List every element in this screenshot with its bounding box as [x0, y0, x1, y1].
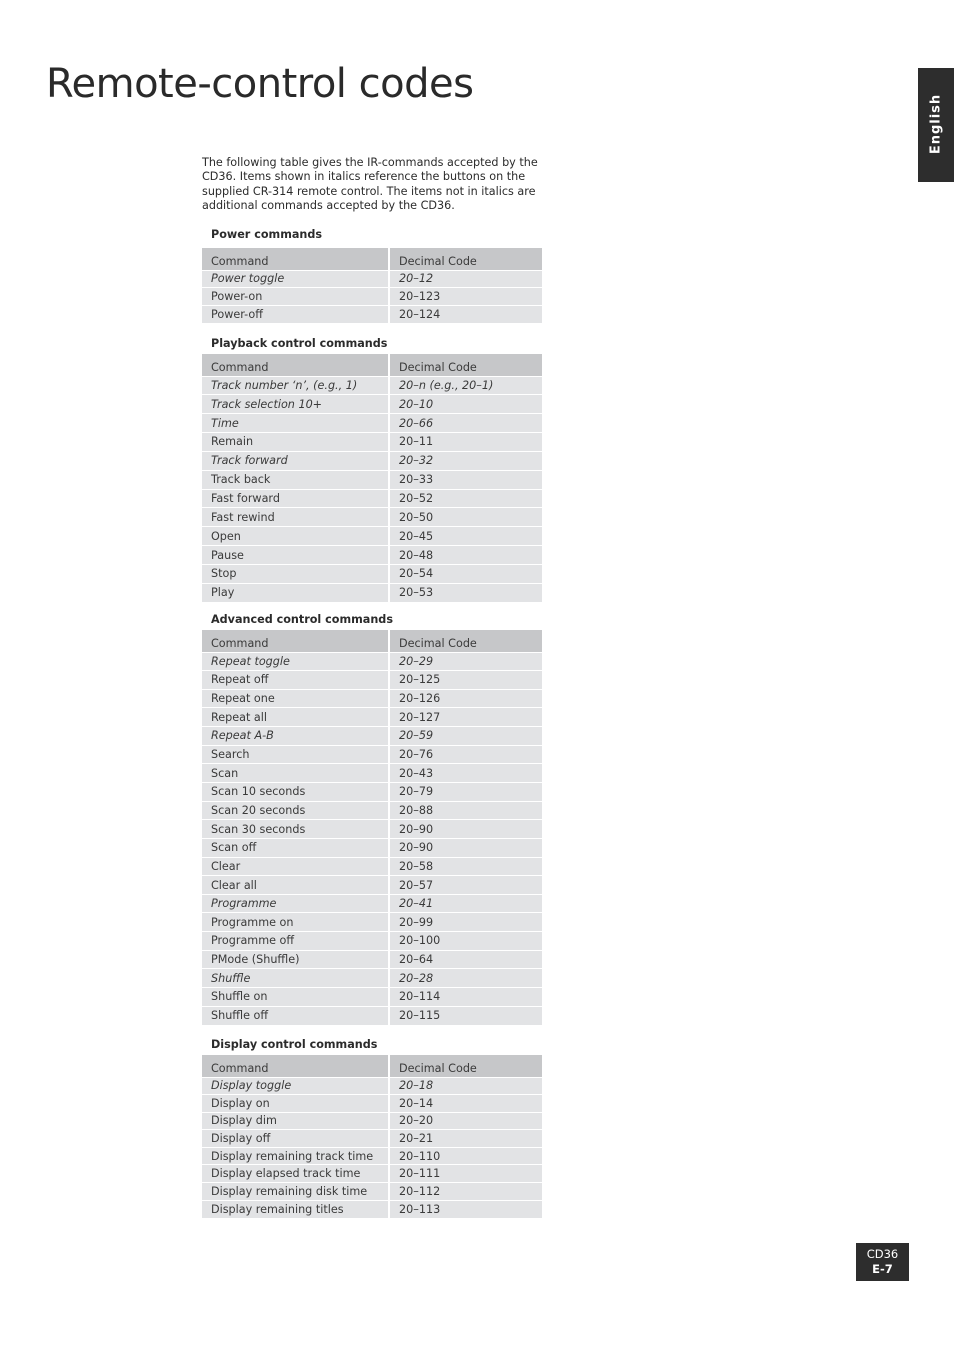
- code-cell: 20–32: [389, 451, 542, 470]
- command-column-header: Command: [202, 630, 389, 652]
- code-cell: 20–41: [389, 894, 542, 913]
- command-cell: Scan off: [202, 838, 389, 857]
- advanced-commands-heading: Advanced control commands: [211, 613, 393, 626]
- command-cell: Play: [202, 583, 389, 602]
- table-row: [202, 782, 542, 801]
- table-row: [202, 1200, 542, 1218]
- code-cell: 20–64: [389, 950, 542, 969]
- table-row: [202, 988, 542, 1007]
- language-tab-label: English: [928, 93, 944, 155]
- code-cell: 20–114: [389, 988, 542, 1007]
- command-cell: Track forward: [202, 451, 389, 470]
- code-column-header: Decimal Code: [389, 1055, 542, 1077]
- table-row: [202, 932, 542, 951]
- code-cell: 20–110: [389, 1147, 542, 1165]
- table-header-row: [202, 354, 542, 376]
- code-cell: 20–76: [389, 745, 542, 764]
- command-cell: Shuffle off: [202, 1006, 389, 1025]
- command-cell: Display remaining titles: [202, 1200, 389, 1218]
- code-cell: 20–52: [389, 489, 542, 508]
- table-row: [202, 1147, 542, 1165]
- table-row: [202, 527, 542, 546]
- code-cell: 20–88: [389, 801, 542, 820]
- command-cell: Display toggle: [202, 1077, 389, 1095]
- command-cell: Repeat off: [202, 671, 389, 690]
- code-cell: 20–29: [389, 652, 542, 671]
- code-cell: 20–14: [389, 1095, 542, 1113]
- code-cell: 20–112: [389, 1183, 542, 1201]
- code-cell: 20–59: [389, 727, 542, 746]
- table-row: [202, 838, 542, 857]
- code-cell: 20–115: [389, 1006, 542, 1025]
- code-column-header: Decimal Code: [389, 630, 542, 652]
- language-tab: [918, 68, 954, 182]
- footer-page-number: E-7: [872, 1262, 893, 1276]
- command-cell: Display elapsed track time: [202, 1165, 389, 1183]
- command-cell: Display on: [202, 1095, 389, 1113]
- table-row: [202, 451, 542, 470]
- code-cell: 20–48: [389, 546, 542, 565]
- code-cell: 20–12: [389, 270, 542, 288]
- table-row: [202, 1165, 542, 1183]
- command-cell: Scan: [202, 764, 389, 783]
- command-cell: Programme: [202, 894, 389, 913]
- code-column-header: Decimal Code: [389, 248, 542, 270]
- command-cell: Clear all: [202, 876, 389, 895]
- command-cell: PMode (Shuffle): [202, 950, 389, 969]
- table-row: [202, 433, 542, 452]
- command-cell: Shuffle on: [202, 988, 389, 1007]
- code-cell: 20–20: [389, 1112, 542, 1130]
- playback-commands-heading: Playback control commands: [211, 337, 388, 350]
- code-cell: 20–123: [389, 288, 542, 306]
- table-row: [202, 376, 542, 395]
- command-cell: Open: [202, 527, 389, 546]
- command-cell: Scan 20 seconds: [202, 801, 389, 820]
- command-cell: Remain: [202, 433, 389, 452]
- table-row: [202, 727, 542, 746]
- command-cell: Power-off: [202, 305, 389, 323]
- command-cell: Fast forward: [202, 489, 389, 508]
- table-row: [202, 508, 542, 527]
- table-row: [202, 470, 542, 489]
- table-row: [202, 1183, 542, 1201]
- code-cell: 20–53: [389, 583, 542, 602]
- command-cell: Time: [202, 414, 389, 433]
- intro-paragraph: The following table gives the IR-commands accepted by the CD36. Items shown in italics reference the buttons on the supplied CR-314 remote control. The items not in italics are additional commands accepted by the CD36.: [202, 156, 538, 213]
- code-cell: 20–n (e.g., 20–1): [389, 376, 542, 395]
- command-cell: Stop: [202, 564, 389, 583]
- table-row: [202, 270, 542, 288]
- power-commands-heading: Power commands: [211, 228, 323, 241]
- command-column-header: Command: [202, 354, 389, 376]
- code-cell: 20–127: [389, 708, 542, 727]
- table-row: [202, 708, 542, 727]
- table-header-row: [202, 248, 542, 270]
- code-cell: 20–10: [389, 395, 542, 414]
- command-cell: Track number ‘n’, (e.g., 1): [202, 376, 389, 395]
- code-cell: 20–66: [389, 414, 542, 433]
- command-cell: Programme on: [202, 913, 389, 932]
- code-cell: 20–57: [389, 876, 542, 895]
- table-row: [202, 745, 542, 764]
- command-cell: Display dim: [202, 1112, 389, 1130]
- table-row: [202, 489, 542, 508]
- table-row: [202, 583, 542, 602]
- command-cell: Search: [202, 745, 389, 764]
- command-cell: Shuffle: [202, 969, 389, 988]
- table-row: [202, 1095, 542, 1113]
- code-cell: 20–50: [389, 508, 542, 527]
- table-row: [202, 894, 542, 913]
- code-column-header: Decimal Code: [389, 354, 542, 376]
- table-row: [202, 288, 542, 306]
- command-cell: Repeat toggle: [202, 652, 389, 671]
- command-cell: Clear: [202, 857, 389, 876]
- command-cell: Repeat A-B: [202, 727, 389, 746]
- code-cell: 20–126: [389, 689, 542, 708]
- advanced-commands-table: [202, 630, 542, 1025]
- code-cell: 20–11: [389, 433, 542, 452]
- command-cell: Display off: [202, 1130, 389, 1148]
- code-cell: 20–43: [389, 764, 542, 783]
- table-row: [202, 395, 542, 414]
- code-cell: 20–33: [389, 470, 542, 489]
- table-row: [202, 820, 542, 839]
- table-header-row: [202, 630, 542, 652]
- code-cell: 20–124: [389, 305, 542, 323]
- code-cell: 20–58: [389, 857, 542, 876]
- code-cell: 20–113: [389, 1200, 542, 1218]
- code-cell: 20–45: [389, 527, 542, 546]
- command-cell: Display remaining disk time: [202, 1183, 389, 1201]
- page-footer-box: [856, 1243, 909, 1281]
- code-cell: 20–79: [389, 782, 542, 801]
- code-cell: 20–21: [389, 1130, 542, 1148]
- table-row: [202, 414, 542, 433]
- code-cell: 20–54: [389, 564, 542, 583]
- table-row: [202, 764, 542, 783]
- command-cell: Repeat one: [202, 689, 389, 708]
- code-cell: 20–125: [389, 671, 542, 690]
- table-row: [202, 913, 542, 932]
- command-cell: Track back: [202, 470, 389, 489]
- playback-commands-table: [202, 354, 542, 602]
- command-column-header: Command: [202, 1055, 389, 1077]
- code-cell: 20–90: [389, 820, 542, 839]
- display-commands-heading: Display control commands: [211, 1038, 378, 1051]
- command-cell: Repeat all: [202, 708, 389, 727]
- table-row: [202, 876, 542, 895]
- table-row: [202, 950, 542, 969]
- command-column-header: Command: [202, 248, 389, 270]
- code-cell: 20–90: [389, 838, 542, 857]
- command-cell: Power-on: [202, 288, 389, 306]
- command-cell: Power toggle: [202, 270, 389, 288]
- table-row: [202, 857, 542, 876]
- code-cell: 20–111: [389, 1165, 542, 1183]
- command-cell: Scan 30 seconds: [202, 820, 389, 839]
- table-row: [202, 671, 542, 690]
- table-row: [202, 1112, 542, 1130]
- table-row: [202, 1130, 542, 1148]
- command-cell: Display remaining track time: [202, 1147, 389, 1165]
- table-row: [202, 969, 542, 988]
- power-commands-table: [202, 248, 542, 323]
- code-cell: 20–28: [389, 969, 542, 988]
- table-row: [202, 801, 542, 820]
- table-row: [202, 1077, 542, 1095]
- command-cell: Programme off: [202, 932, 389, 951]
- code-cell: 20–18: [389, 1077, 542, 1095]
- footer-model: CD36: [866, 1247, 899, 1261]
- table-row: [202, 1006, 542, 1025]
- code-cell: 20–100: [389, 932, 542, 951]
- command-cell: Fast rewind: [202, 508, 389, 527]
- table-row: [202, 546, 542, 565]
- code-cell: 20–99: [389, 913, 542, 932]
- table-row: [202, 652, 542, 671]
- table-header-row: [202, 1055, 542, 1077]
- display-commands-table: [202, 1055, 542, 1218]
- table-row: [202, 564, 542, 583]
- page-title: Remote-control codes: [46, 61, 474, 107]
- command-cell: Pause: [202, 546, 389, 565]
- table-row: [202, 305, 542, 323]
- command-cell: Scan 10 seconds: [202, 782, 389, 801]
- command-cell: Track selection 10+: [202, 395, 389, 414]
- table-row: [202, 689, 542, 708]
